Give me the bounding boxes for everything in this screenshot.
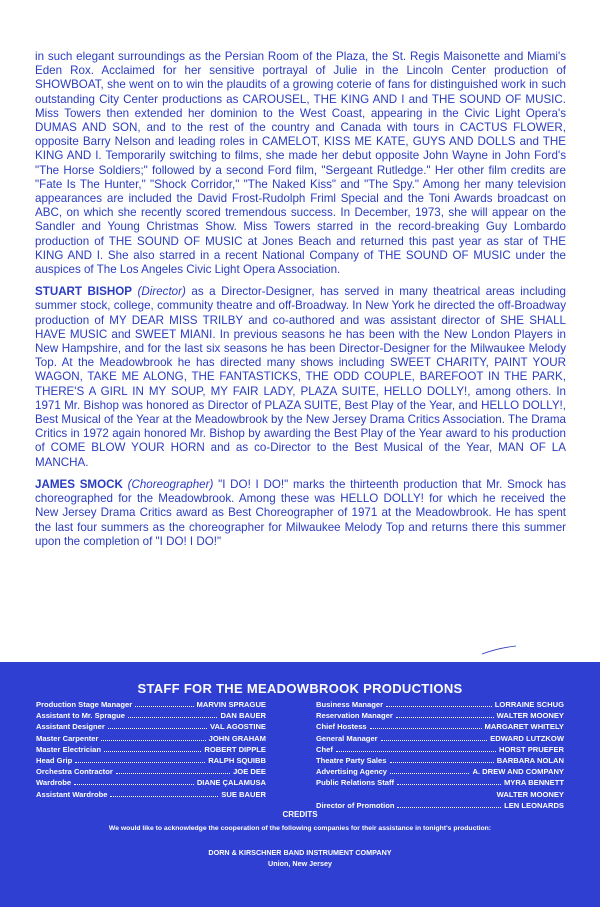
credits-title: CREDITS xyxy=(282,810,318,819)
credits-company: DORN & KIRSCHNER BAND INSTRUMENT COMPANY xyxy=(208,848,392,857)
staff-row: Theatre Party Sales BARBARA NOLAN xyxy=(316,755,564,765)
smock-text: "I DO! I DO!" marks the thirteenth production that Mr. Smock has choreographed for the Meadowbrook. Among these was HELLO DOLLY! for which he received the New Jersey Drama Critics award as Best Choreographer of 1971 at the Meadowbrook. He has spent the last four summers as the choreographer for Milwaukee Melody Top and returns there this summer upon the completion of "I DO! I DO!" xyxy=(35,477,566,548)
staff-row: Director of Promotion LEN LEONARDS xyxy=(316,800,564,810)
staff-title: STAFF FOR THE MEADOWBROOK PRODUCTIONS xyxy=(137,681,463,696)
staff-row: Production Stage Manager MARVIN SPRAGUE xyxy=(36,700,266,709)
staff-row: Chef HORST PRUEFER xyxy=(316,744,564,754)
credits-location: Union, New Jersey xyxy=(268,859,332,868)
staff-row: Head Grip RALPH SQUIBB xyxy=(36,755,266,765)
staff-row-continued: WALTER MOONEY xyxy=(496,789,564,799)
staff-right-column xyxy=(316,700,564,812)
staff-row: Assistant to Mr. Sprague DAN BAUER xyxy=(36,711,266,721)
bishop-bio xyxy=(35,285,566,470)
staff-row: General Manager EDWARD LUTZKOW xyxy=(316,733,564,743)
towers-bio: in such elegant surroundings as the Persian Room of the Plaza, the St. Regis Maisonette and Miami's Eden Rox. Acclaimed for her sensitive portrayal of Julie in the Lincoln Center production of SHOWBOAT, she went on to win the plaudits of a growing coterie of fans for distinguished work in such outstanding City Center productions as CAROUSEL, THE KING AND I and THE SOUND OF MUSIC. Miss Towers then extended her dominion to the West Coast, appearing in the Civic Light Opera's DUMAS AND SON, and to the rest of the country and Canada with tours in CACTUS FLOWER, opposite Barry Nelson and leading roles in CAMELOT, KISS ME KATE, GUYS AND DOLLS and THE KING AND I. Temporarily switching to films, she made her debut opposite John Wayne in John Ford's "The Horse Soldiers;" followed by a second Ford film, "Sergeant Rutledge." Her other film credits are "Fate Is The Hunter," "Shock Corridor," "The Naked Kiss" and "The Spy." Among her many television appearances are included the David Frost-Rudolph Friml Special and the Toni Awards broadcast on ABC, on which she recently scored tremendous success. In December, 1973, she will appear on the Sandler and Young Christmas Show. Miss Towers starred in the record-breaking Guy Lombardo production of THE SOUND OF MUSIC at Jones Beach and returned this past year as star of THE KING AND I. She also starred in a recent National Company of THE SOUND OF MUSIC under the auspices of The Los Angeles Civic Light Opera Association. xyxy=(35,50,566,277)
staff-row: Chief Hostess MARGARET WHITELY xyxy=(316,722,564,732)
staff-row: Master Carpenter JOHN GRAHAM xyxy=(36,733,266,743)
staff-row: Orchestra Contractor JOE DEE xyxy=(36,767,266,777)
staff-row: Wardrobe DIANE ÇALAMUSA xyxy=(36,778,266,788)
bishop-name: STUART BISHOP xyxy=(35,285,132,299)
smock-bio xyxy=(35,478,566,549)
staff-row: Public Relations Staff MYRA BENNETT xyxy=(316,778,564,788)
staff-left-column xyxy=(36,700,266,801)
staff-row: Assistant Wardrobe SUE BAUER xyxy=(36,789,266,799)
staff-footer xyxy=(0,662,600,907)
smock-name: JAMES SMOCK xyxy=(35,477,123,491)
biography-section xyxy=(35,50,566,557)
credits-text: We would like to acknowledge the cooperation of the following companies for their assistance in tonight's production: xyxy=(108,825,492,832)
bishop-role: (Director) xyxy=(137,285,186,299)
staff-row: Master Electrician ROBERT DIPPLE xyxy=(36,744,266,754)
staff-row: Advertising Agency A. DREW AND COMPANY xyxy=(316,767,564,777)
staff-row: Assistant Designer VAL AGOSTINE xyxy=(36,722,266,732)
smock-role: (Choreographer) xyxy=(127,477,214,491)
flourish-mark xyxy=(480,644,520,658)
staff-row: Reservation Manager WALTER MOONEY xyxy=(316,711,564,721)
staff-row: Business Manager LORRAINE SCHUG xyxy=(316,700,564,709)
bishop-text: as a Director-Designer, has served in many theatrical areas including summer stock, college, community theatre and off-Broadway. In New York he directed the off-Broadway production of MY DEAR MISS TRILBY and co-authored and was assistant director of SHE SHALL HAVE MUSIC and SWEET MIANI. In previous seasons he has been with the New London Players in New Hampshire, and for the last six seasons he has been Director-Designer for the Milwaukee Melody Top. At the Meadowbrook he has directed many shows including SWEET CHARITY, PAINT YOUR WAGON, TAKE ME ALONG, THE FANTASTICKS, THE ODD COUPLE, BAREFOOT IN THE PARK, THERE'S A GIRL IN MY SOUP, MY FAIR LADY, PLAZA SUITE, HELLO DOLLY!, among others. In 1971 Mr. Bishop was honored as Director of PLAZA SUITE, Best Play of the Year, and HELLO DOLLY!, Best Musical of the Year at the Meadowbrook by the New Jersey Drama Critics Association. The Drama Critics in 1972 again honored Mr. Bishop by awarding the Best Play of the Year award to his production of COME BLOW YOUR HORN and as co-Director to the Best Musical of the Year, MAN OF LA MANCHA. xyxy=(35,285,566,469)
